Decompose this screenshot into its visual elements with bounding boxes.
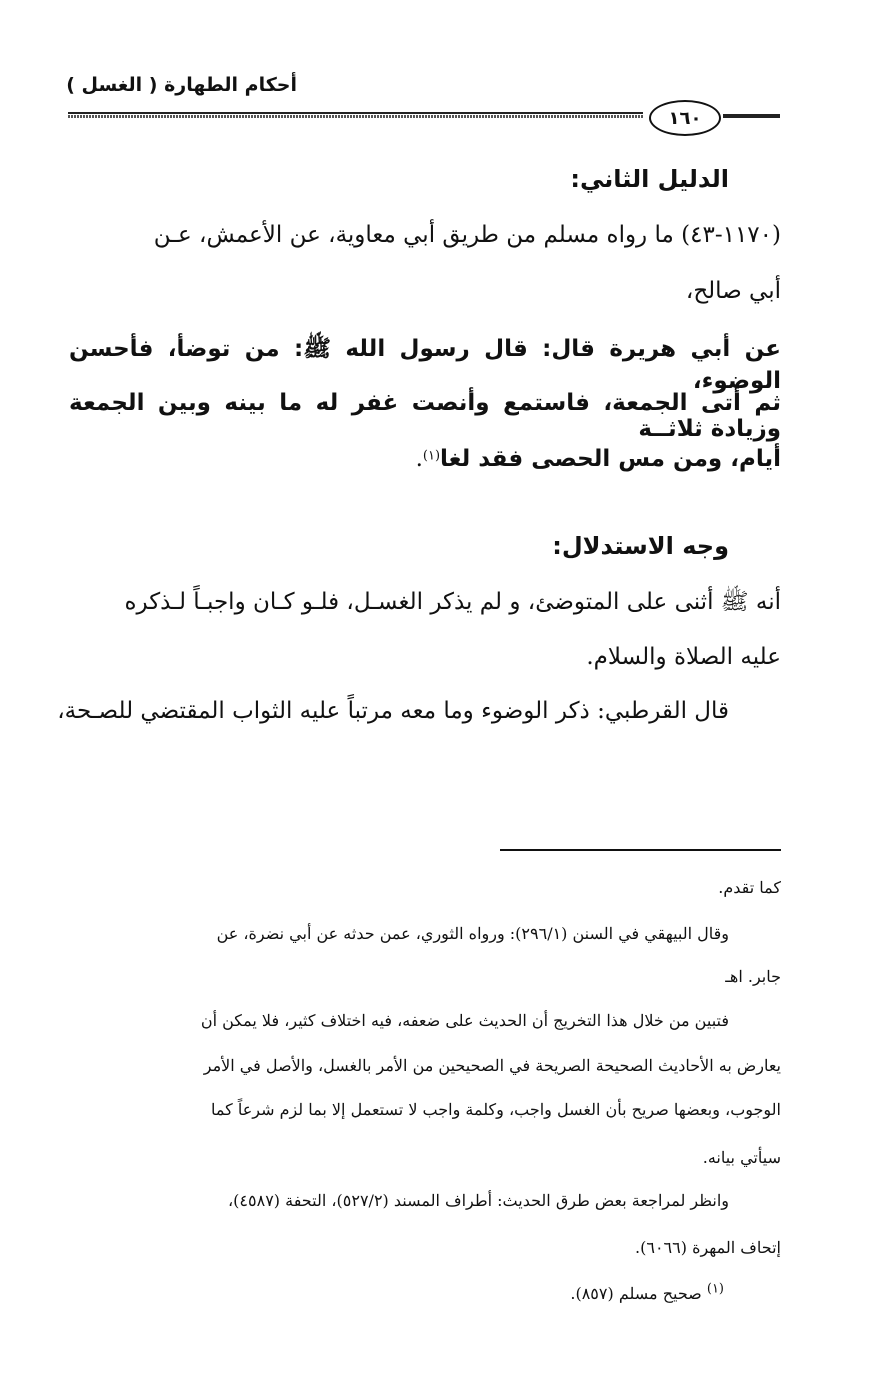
footnote-line: الوجوب، وبعضها صريح بأن الغسل واجب، وكلمة واجب لا تستعمل إلا بما لزم شرعاً كما [211, 1100, 781, 1119]
hadith-end: . [415, 446, 423, 472]
footnote-line: فتبين من خلال هذا التخريج أن الحديث على ضعفه، فيه اختلاف كثير، فلا يمكن أن [200, 1011, 729, 1030]
footnote-text: صحيح مسلم (٨٥٧). [570, 1284, 702, 1303]
footnote-line: وانظر لمراجعة بعض طرق الحديث: أطراف المسند (٥٢٧/٢)، التحفة (٤٥٨٧)، [228, 1191, 729, 1210]
hadith-text: أيام، ومن مس الحصى فقد لغا [440, 446, 781, 472]
heading-inference: وجه الاستدلال: [552, 532, 729, 560]
footnote-separator [500, 849, 781, 851]
hadith-line: ثم أتى الجمعة، فاستمع وأنصت غفر له ما بينه وبين الجمعة وزيادة ثلاثــة [69, 390, 781, 442]
running-title: أحكام الطهارة ( الغسل ) [66, 74, 297, 96]
hadith-line-last [416, 446, 781, 472]
footnote-marker: (١) [706, 1281, 724, 1297]
footnote-line: سيأتي بيانه. [702, 1148, 781, 1167]
footnote-line: يعارض به الأحاديث الصحيحة الصريحة في الصحيحين من الأمر بالغسل، والأصل في الأمر [203, 1056, 781, 1075]
footnote-line: وقال البيهقي في السنن (٢٩٦/١): ورواه الثوري، عمن حدثه عن أبي نضرة، عن [216, 924, 729, 943]
footnote-line: إتحاف المهرة (٦٠٦٦). [635, 1238, 781, 1257]
body-line: عليه الصلاة والسلام. [586, 644, 781, 670]
body-line: أبي صالح، [685, 278, 781, 304]
footnote-ref: (١) [422, 448, 441, 464]
footnote-line: جابر. اهـ [725, 967, 781, 986]
hadith-line: عن أبي هريرة قال: قال رسول الله ﷺ: من توضأ، فأحسن الوضوء، [69, 336, 781, 394]
page-number [649, 100, 721, 136]
body-line: (١١٧٠-٤٣) ما رواه مسلم من طريق أبي معاوية، عن الأعمش، عـن [153, 222, 781, 248]
heading-second-evidence: الدليل الثاني: [570, 165, 729, 193]
footnote-1 [570, 1281, 724, 1303]
footnote-line: كما تقدم. [718, 878, 781, 897]
body-line: أنه ﷺ أثنى على المتوضئ، و لم يذكر الغسـل، فلـو كـان واجبـاً لـذكره [124, 589, 781, 615]
body-line: قال القرطبي: ذكر الوضوء وما معه مرتباً عليه الثواب المقتضي للصـحة، [57, 698, 729, 724]
page-number-text: ١٦٠ [668, 107, 702, 129]
